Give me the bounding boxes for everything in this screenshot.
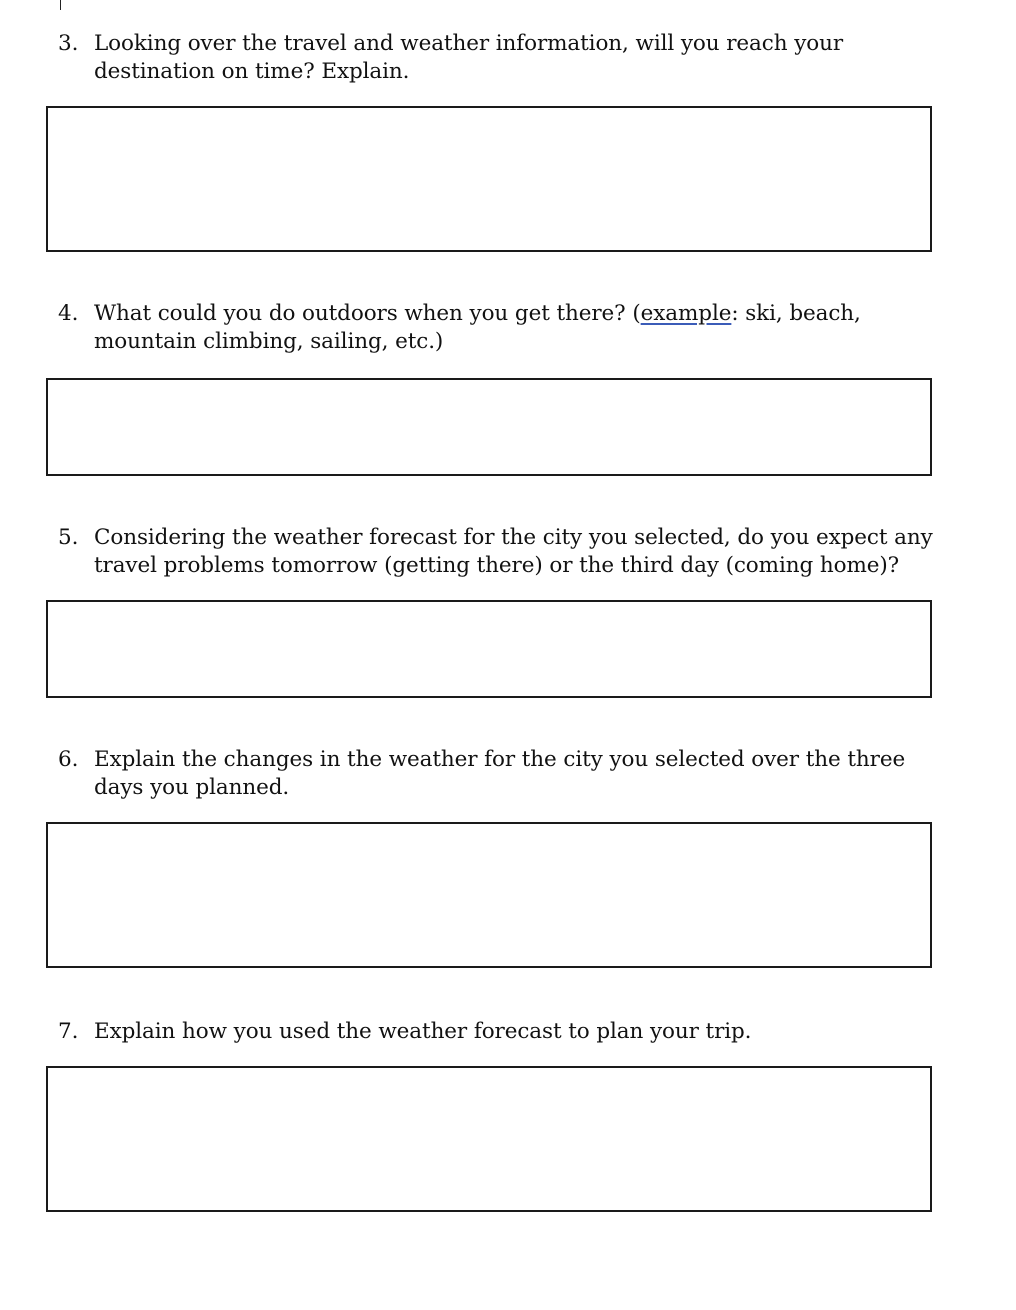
question-3 [58, 30, 938, 86]
question-text-start: What could you do outdoors when you get there? ( [94, 301, 641, 326]
question-text: Considering the weather forecast for the city you selected, do you expect any travel problems tomorrow (getting there) or the third day (coming home)? [94, 525, 933, 578]
answer-box-4[interactable] [46, 378, 932, 476]
question-number: 4. [58, 301, 79, 326]
answer-box-7[interactable] [46, 1066, 932, 1212]
question-number: 5. [58, 525, 79, 550]
question-text-end: : ski, beach, mountain climbing, sailing, etc.) [94, 301, 861, 354]
text-cursor [60, 0, 61, 10]
example-word: example [640, 301, 732, 326]
question-text: Looking over the travel and weather information, will you reach your destination on time? Explain. [94, 31, 844, 84]
answer-box-5[interactable] [46, 600, 932, 698]
question-text [94, 300, 938, 356]
question-number: 3. [58, 31, 79, 56]
question-6 [58, 746, 938, 802]
question-4 [58, 300, 938, 356]
question-text: Explain the changes in the weather for the city you selected over the three days you planned. [94, 747, 906, 800]
question-number: 6. [58, 747, 79, 772]
question-number: 7. [58, 1019, 79, 1044]
question-7 [58, 1018, 938, 1046]
question-text: Explain how you used the weather forecast to plan your trip. [94, 1019, 752, 1044]
question-5 [58, 524, 938, 580]
answer-box-3[interactable] [46, 106, 932, 252]
answer-box-6[interactable] [46, 822, 932, 968]
